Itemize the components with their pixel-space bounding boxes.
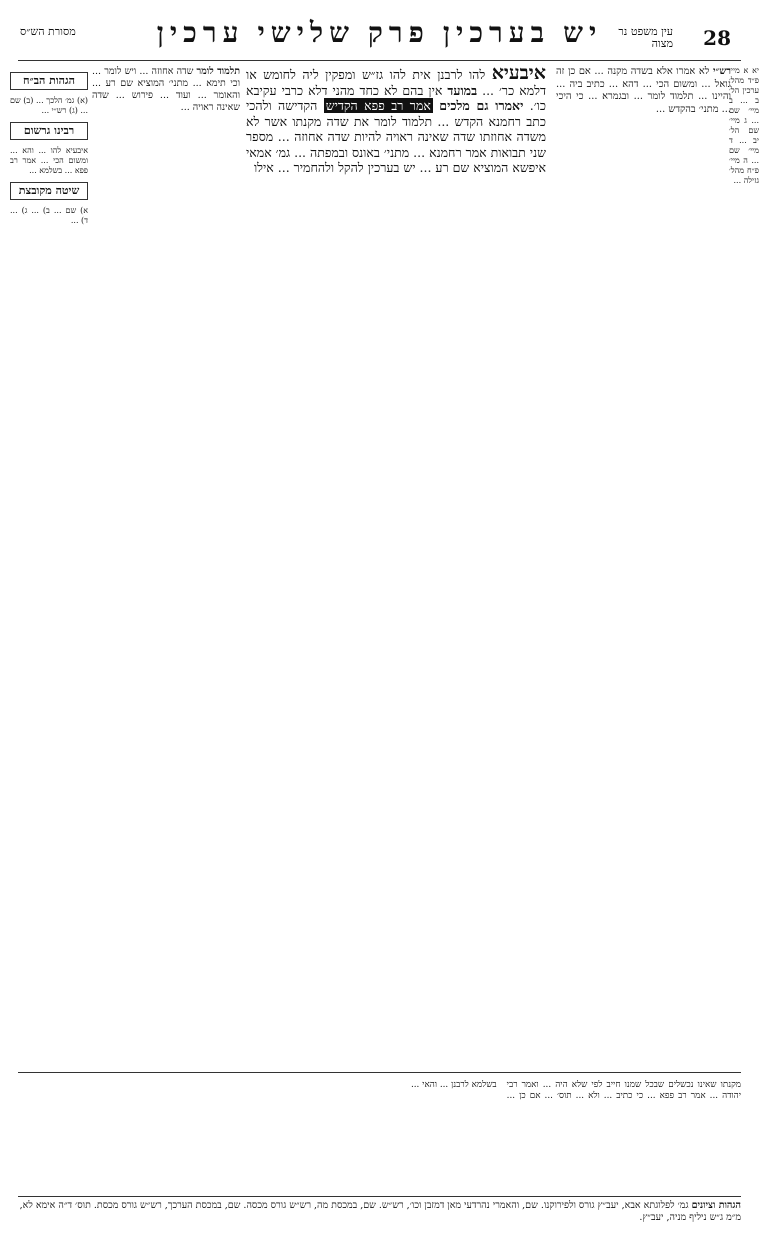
gemara-column [246,66,546,1066]
shita-mekubetzet-text: א) שם ... ב) ... ג) ... ד) ... [10,206,88,225]
rashi-text: לא אמרו אלא בשדה מקנה ... אם כן זה גואל ... ומשום הכי ... דהא ... כתיב ביה ... והיינו ... תלמוד לומר ... ובגמרא ... כי היכי ... מתני׳ בהקדש ... [556,66,731,115]
hagahot-text: (א) גמ׳ הלכך ... (ב) שם ... (ג) רש״י ... [10,96,88,115]
footer-label: הגהות וציונים [691,1200,741,1211]
bottom-commentary [18,1080,741,1190]
left-margin-column [10,66,88,1066]
bottom-commentary-text: מקנתו שאינו נכשלים שבכל שמנו חייב לפי שלא היה ... ואמר רבי יהודה ... אמר רב פפא ... כי כתיב ... ולא ... תוס׳ ... אם כן ... בשלמא לרבנן ... והאי ... [410,1080,741,1101]
footer-text: גמ׳ לפלוגתא אבא, יעב״ץ גורס ולפירוקנו. שם, והאמרי נהרדעי מאן דמזבן וכו׳, רש״ש. שם, במכסת מה, רש״ש גורס מכסה. שם, במכסת הערכך, רש״ש גורס מכסת. תוס׳ ד״ה אימא לא, מ״מ ג״ש ניליף מניה, יעב״ץ. [19,1200,741,1223]
header-left-label: מסורת הש״ס [20,25,76,38]
gemara-opening: להו לרבנן אית להו גז״ש ומפקין ליה לחומש או דלמא כר׳ ... [246,67,546,98]
header-right-label: עין משפט נר מצוה [618,25,673,50]
page-header [0,0,759,62]
ein-mishpat-entries: יא א מיי׳ פ״ד מהל׳ ערכין הל׳ ב ... ב מיי׳ שם ... ג מיי׳ שם הל׳ יב ... ד מיי׳ שם ... ה מיי׳ פ״ח מהל׳ גזילה ... [729,66,759,185]
amar-label: יאמרו גם מלכים [439,98,524,113]
tosafot-title: תלמוד לומר [196,66,240,77]
rabbeinu-gershom-text: איבעיא להו ... והא ... ומשום הכי ... אמר רב פפא ... בשלמא ... [10,146,88,175]
page-number: 28 [703,26,731,50]
rashi-column [556,66,731,1066]
mishna-text: אין בהם לא כחד מהני דלא כרבי עקיבא כו׳. [246,82,546,113]
hagahot-box: הגהות הב״ח [10,72,88,90]
mishna-label: במועד [447,82,478,98]
running-head: יש בערכין פרק שלישי ערכין [156,18,603,49]
bottom-separator [18,1072,741,1073]
page-footer [18,1196,741,1234]
rabbeinu-gershom-box: רבינו גרשום [10,122,88,140]
shita-mekubetzet-box: שיטה מקובצת [10,182,88,200]
gemara-body: הקדישה ולהכי כתב רחמנא הקדש ... תלמוד לומר את שדה מקנתו אשר לא משדה אחוזתו שדה שאינה ראויה להיות שדה אחוזה ... מספר שני תבואות אמר רחמנא ... מתני׳ באונס ובמפתה ... גמ׳ אמאי איפשא המוציא שם רע ... יש בערכין להקל ולהחמיר ... אילו [246,98,546,175]
tosafot-column [92,66,240,1066]
rashi-title: רש״י [712,66,731,77]
gemara-lead-word: איבעיא [491,66,546,84]
highlighted-phrase: אמר רב פפא הקדיש [325,98,431,113]
header-rule [18,60,741,61]
tosafot-text: שדה אחוזה ... ויש לומר ... וכי תימא ... מתני׳ המוציא שם רע ... והאומר ... ועוד ... פירוש ... שדה שאינה ראויה ... [92,66,240,113]
ein-mishpat-column [729,66,759,426]
